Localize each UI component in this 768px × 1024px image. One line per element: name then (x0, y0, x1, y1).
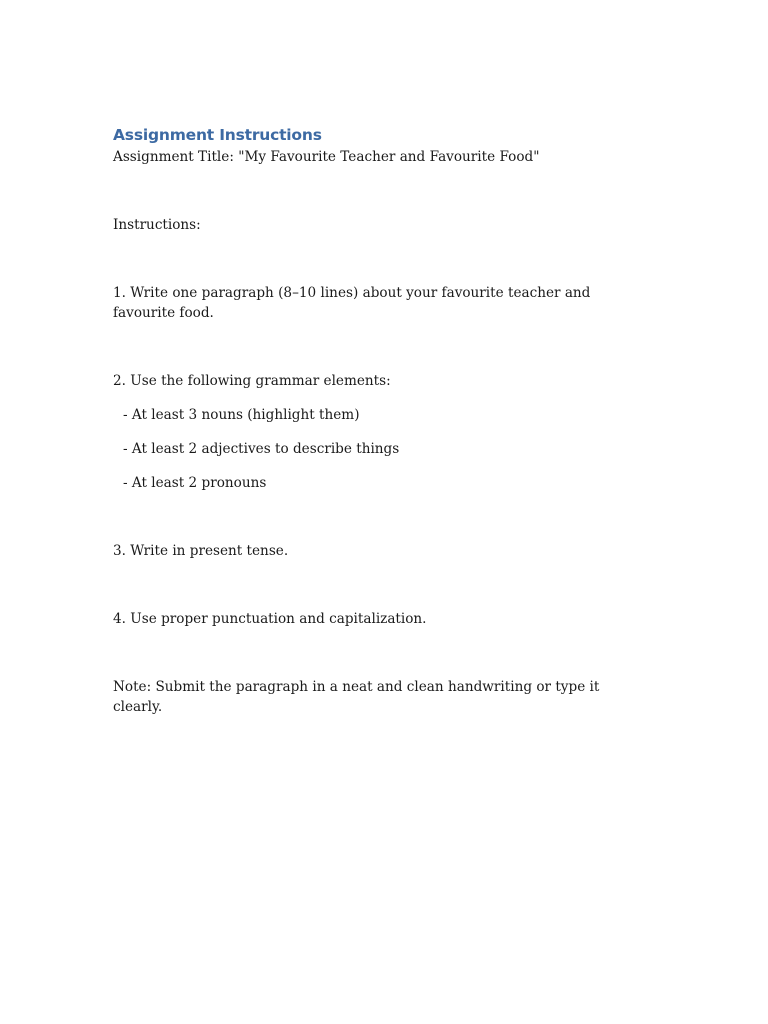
submission-note: Note: Submit the paragraph in a neat and clean handwriting or type it clearly. (113, 679, 600, 715)
instruction-item-2: 2. Use the following grammar elements: (113, 373, 391, 389)
instruction-item-1: 1. Write one paragraph (8–10 lines) about your favourite teacher and favourite food. (113, 285, 591, 321)
instructions-label: Instructions: (113, 217, 201, 233)
document-heading: Assignment Instructions (113, 126, 322, 144)
instruction-item-3: 3. Write in present tense. (113, 543, 289, 559)
grammar-sub-item-adjectives: - At least 2 adjectives to describe things (123, 441, 400, 457)
instruction-item-4: 4. Use proper punctuation and capitalization. (113, 611, 427, 627)
assignment-title-line: Assignment Title: "My Favourite Teacher and Favourite Food" (113, 149, 540, 165)
document-body (113, 124, 633, 717)
grammar-sub-item-nouns: - At least 3 nouns (highlight them) (123, 407, 360, 423)
grammar-sub-item-pronouns: - At least 2 pronouns (123, 475, 267, 491)
